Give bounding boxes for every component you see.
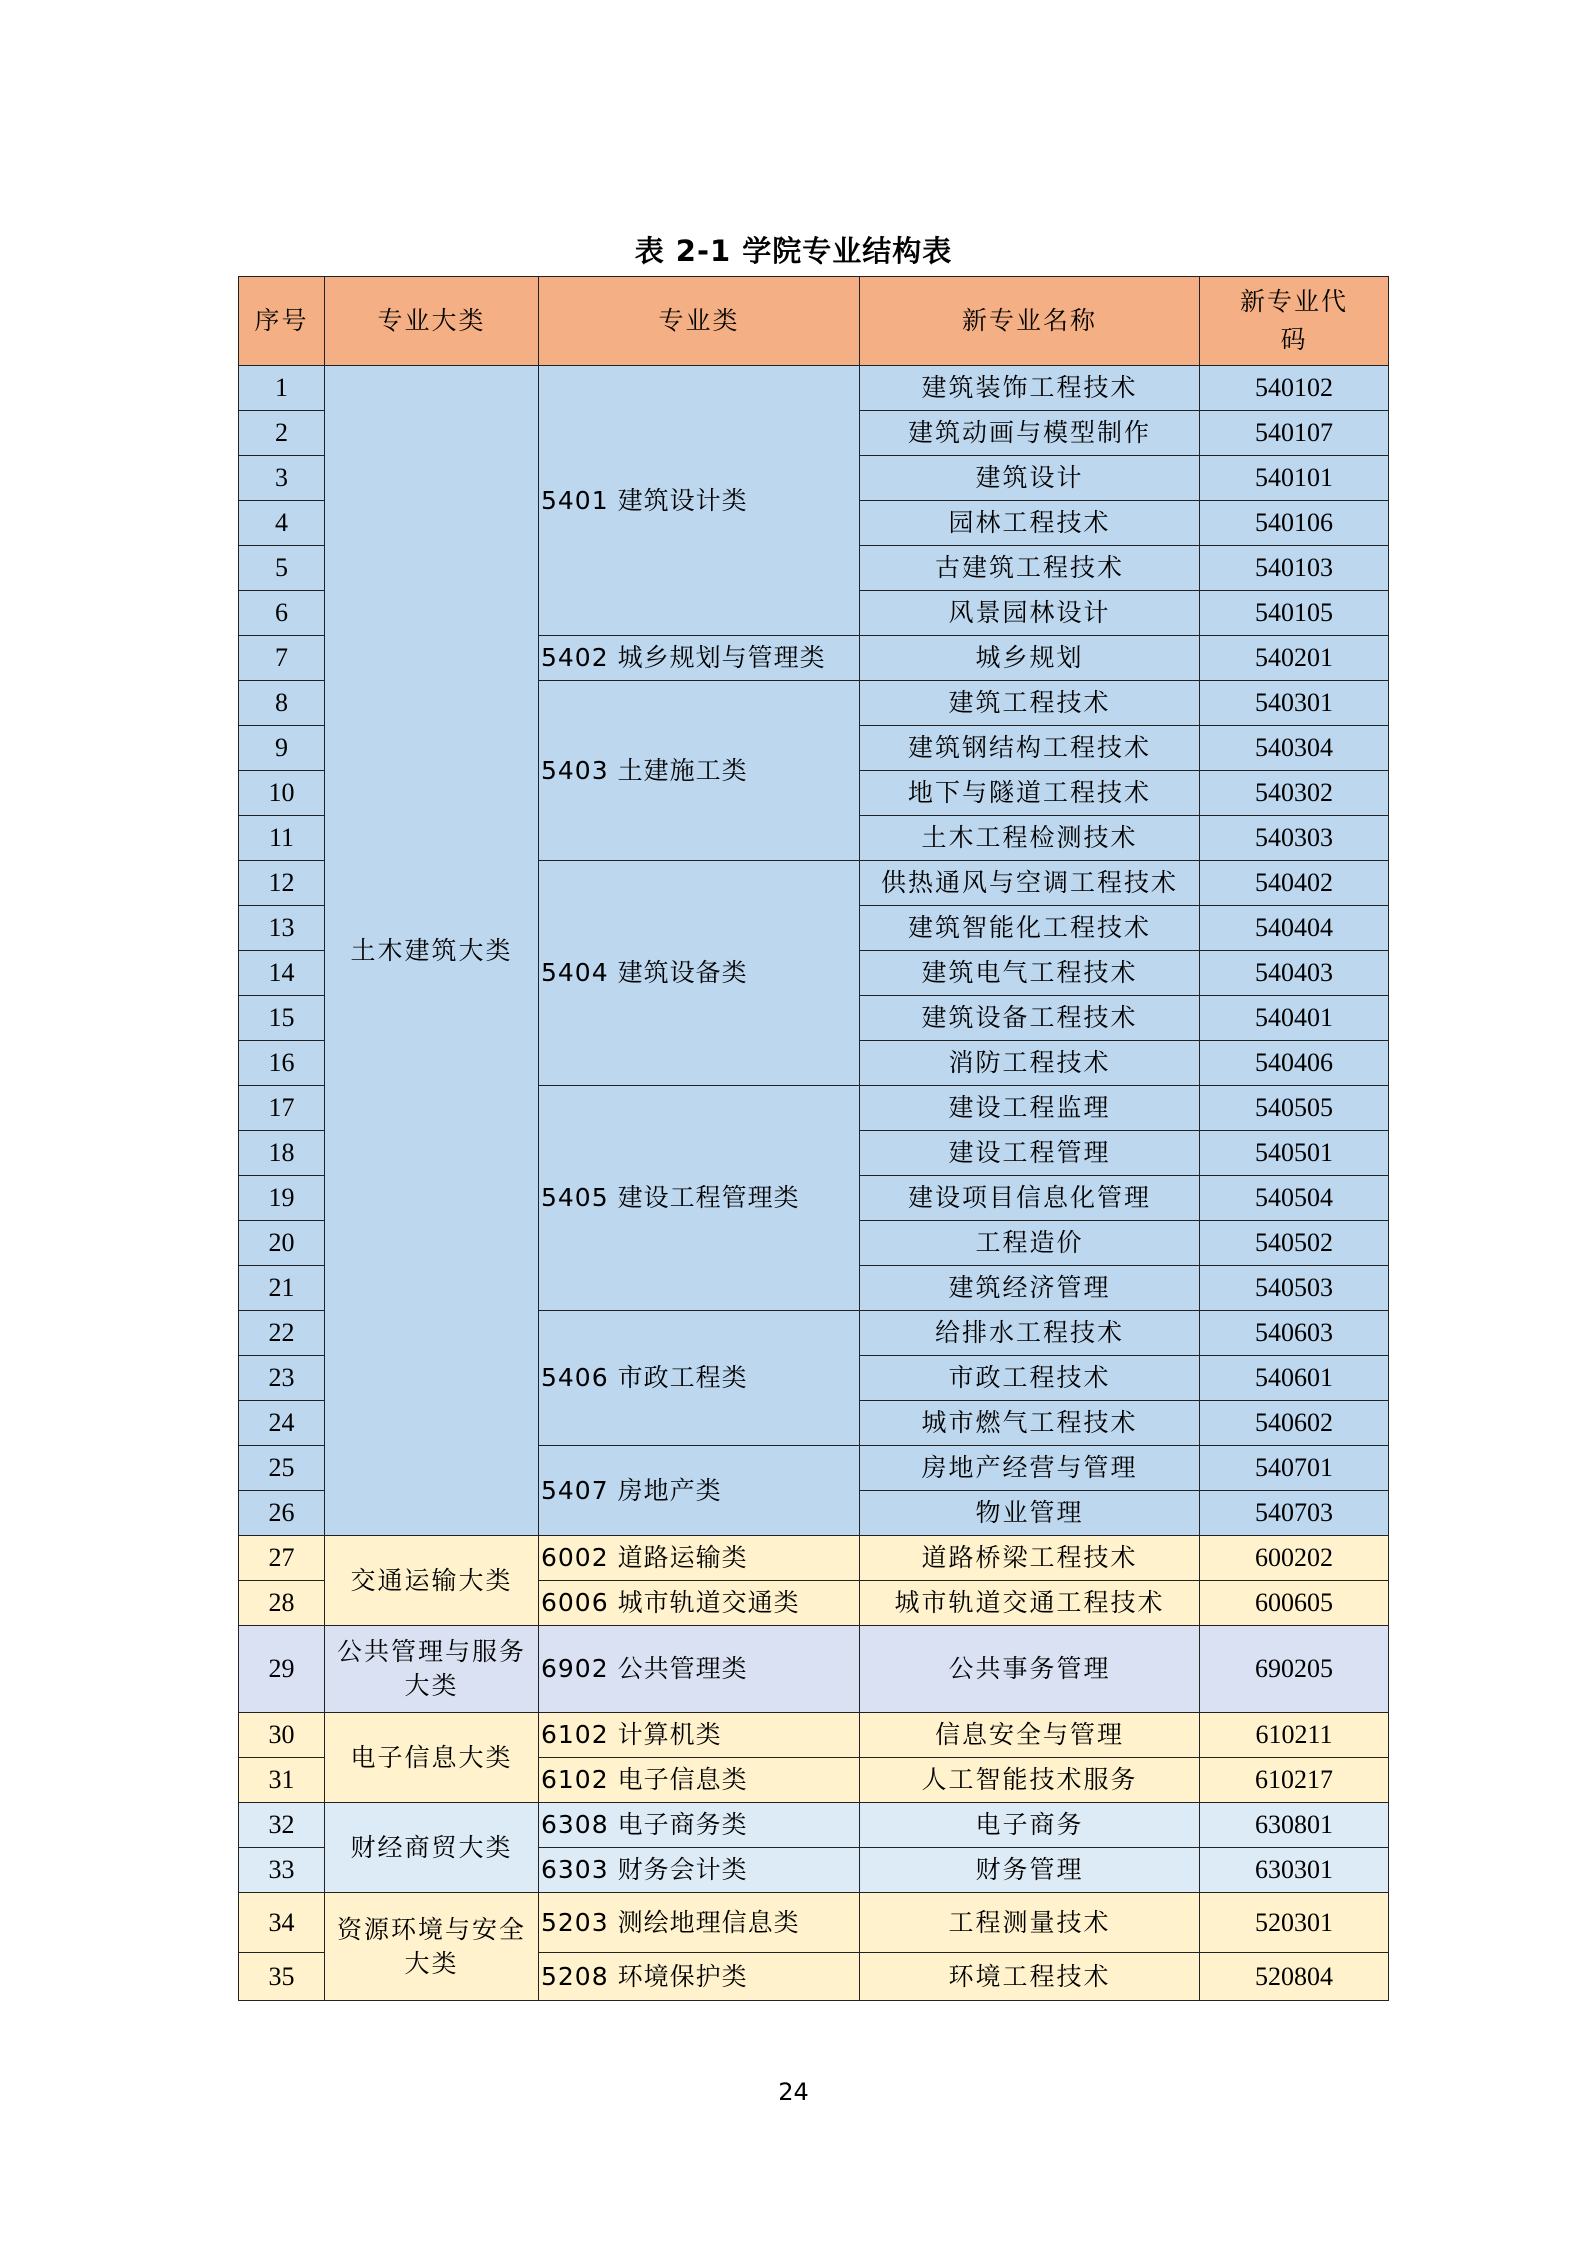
major-name-cell: 建筑动画与模型制作 xyxy=(860,411,1200,456)
major-code-cell: 690205 xyxy=(1200,1626,1389,1713)
index-cell: 11 xyxy=(239,816,325,861)
index-cell: 29 xyxy=(239,1626,325,1713)
major-name-cell: 地下与隧道工程技术 xyxy=(860,771,1200,816)
major-name-cell: 房地产经营与管理 xyxy=(860,1446,1200,1491)
major-code-cell: 520301 xyxy=(1200,1893,1389,1953)
index-cell: 5 xyxy=(239,546,325,591)
index-cell: 9 xyxy=(239,726,325,771)
major-code-cell: 540301 xyxy=(1200,681,1389,726)
table-row xyxy=(239,1713,1389,1758)
major-name-cell: 公共事务管理 xyxy=(860,1626,1200,1713)
major-name-cell: 建筑装饰工程技术 xyxy=(860,366,1200,411)
index-cell: 24 xyxy=(239,1401,325,1446)
major-name-cell: 电子商务 xyxy=(860,1803,1200,1848)
subcategory-cell: 6902 公共管理类 xyxy=(539,1626,860,1713)
major-code-cell: 540406 xyxy=(1200,1041,1389,1086)
subcategory-cell: 5203 测绘地理信息类 xyxy=(539,1893,860,1953)
major-name-cell: 财务管理 xyxy=(860,1848,1200,1893)
major-code-cell: 540101 xyxy=(1200,456,1389,501)
major-category-cell: 公共管理与服务大类 xyxy=(325,1626,539,1713)
major-code-cell: 540402 xyxy=(1200,861,1389,906)
major-name-cell: 建筑设计 xyxy=(860,456,1200,501)
major-category-cell: 财经商贸大类 xyxy=(325,1803,539,1893)
major-code-cell: 540601 xyxy=(1200,1356,1389,1401)
index-cell: 7 xyxy=(239,636,325,681)
index-cell: 23 xyxy=(239,1356,325,1401)
subcategory-cell: 6303 财务会计类 xyxy=(539,1848,860,1893)
subcategory-cell: 6002 道路运输类 xyxy=(539,1536,860,1581)
subcategory-cell: 5405 建设工程管理类 xyxy=(539,1086,860,1311)
index-cell: 3 xyxy=(239,456,325,501)
index-cell: 6 xyxy=(239,591,325,636)
major-category-cell: 资源环境与安全大类 xyxy=(325,1893,539,2001)
index-cell: 25 xyxy=(239,1446,325,1491)
subcategory-cell: 5407 房地产类 xyxy=(539,1446,860,1536)
major-code-cell: 540401 xyxy=(1200,996,1389,1041)
index-cell: 19 xyxy=(239,1176,325,1221)
major-code-cell: 600605 xyxy=(1200,1581,1389,1626)
major-code-cell: 540105 xyxy=(1200,591,1389,636)
subcategory-cell: 5401 建筑设计类 xyxy=(539,366,860,636)
major-code-cell: 540106 xyxy=(1200,501,1389,546)
major-name-cell: 工程造价 xyxy=(860,1221,1200,1266)
major-name-cell: 市政工程技术 xyxy=(860,1356,1200,1401)
index-cell: 2 xyxy=(239,411,325,456)
subcategory-cell: 5404 建筑设备类 xyxy=(539,861,860,1086)
major-name-cell: 建筑智能化工程技术 xyxy=(860,906,1200,951)
major-code-cell: 540201 xyxy=(1200,636,1389,681)
major-code-cell: 540404 xyxy=(1200,906,1389,951)
major-code-cell: 540503 xyxy=(1200,1266,1389,1311)
header-index: 序号 xyxy=(239,277,325,366)
major-name-cell: 建筑经济管理 xyxy=(860,1266,1200,1311)
major-category-cell: 交通运输大类 xyxy=(325,1536,539,1626)
index-cell: 33 xyxy=(239,1848,325,1893)
major-code-cell: 540602 xyxy=(1200,1401,1389,1446)
major-name-cell: 工程测量技术 xyxy=(860,1893,1200,1953)
subcategory-cell: 6102 电子信息类 xyxy=(539,1758,860,1803)
index-cell: 32 xyxy=(239,1803,325,1848)
major-code-cell: 540703 xyxy=(1200,1491,1389,1536)
subcategory-cell: 6102 计算机类 xyxy=(539,1713,860,1758)
index-cell: 20 xyxy=(239,1221,325,1266)
major-name-cell: 供热通风与空调工程技术 xyxy=(860,861,1200,906)
index-cell: 1 xyxy=(239,366,325,411)
major-name-cell: 给排水工程技术 xyxy=(860,1311,1200,1356)
index-cell: 15 xyxy=(239,996,325,1041)
major-code-cell: 540504 xyxy=(1200,1176,1389,1221)
major-code-cell: 540303 xyxy=(1200,816,1389,861)
major-name-cell: 道路桥梁工程技术 xyxy=(860,1536,1200,1581)
major-code-cell: 540502 xyxy=(1200,1221,1389,1266)
subcategory-cell: 5406 市政工程类 xyxy=(539,1311,860,1446)
index-cell: 27 xyxy=(239,1536,325,1581)
major-category-cell: 电子信息大类 xyxy=(325,1713,539,1803)
major-name-cell: 城市轨道交通工程技术 xyxy=(860,1581,1200,1626)
major-name-cell: 物业管理 xyxy=(860,1491,1200,1536)
header-row xyxy=(239,277,1389,366)
index-cell: 30 xyxy=(239,1713,325,1758)
header-subcategory: 专业类 xyxy=(539,277,860,366)
major-code-cell: 540603 xyxy=(1200,1311,1389,1356)
major-name-cell: 建筑钢结构工程技术 xyxy=(860,726,1200,771)
header-major-name: 新专业名称 xyxy=(860,277,1200,366)
table-row xyxy=(239,366,1389,411)
major-code-cell: 610211 xyxy=(1200,1713,1389,1758)
header-major-category: 专业大类 xyxy=(325,277,539,366)
major-code-cell: 540403 xyxy=(1200,951,1389,996)
major-name-cell: 古建筑工程技术 xyxy=(860,546,1200,591)
major-category-cell: 土木建筑大类 xyxy=(325,366,539,1536)
major-name-cell: 人工智能技术服务 xyxy=(860,1758,1200,1803)
table-row xyxy=(239,1893,1389,1953)
major-name-cell: 消防工程技术 xyxy=(860,1041,1200,1086)
major-code-cell: 540701 xyxy=(1200,1446,1389,1491)
major-code-cell: 520804 xyxy=(1200,1953,1389,2001)
table-row xyxy=(239,1803,1389,1848)
major-code-cell: 540107 xyxy=(1200,411,1389,456)
major-code-cell: 600202 xyxy=(1200,1536,1389,1581)
page-number: 24 xyxy=(778,2078,809,2106)
subcategory-cell: 5403 土建施工类 xyxy=(539,681,860,861)
index-cell: 8 xyxy=(239,681,325,726)
index-cell: 21 xyxy=(239,1266,325,1311)
major-code-cell: 540505 xyxy=(1200,1086,1389,1131)
major-name-cell: 园林工程技术 xyxy=(860,501,1200,546)
index-cell: 26 xyxy=(239,1491,325,1536)
index-cell: 28 xyxy=(239,1581,325,1626)
major-name-cell: 建筑设备工程技术 xyxy=(860,996,1200,1041)
major-name-cell: 环境工程技术 xyxy=(860,1953,1200,2001)
major-name-cell: 建设工程管理 xyxy=(860,1131,1200,1176)
index-cell: 18 xyxy=(239,1131,325,1176)
major-name-cell: 建筑工程技术 xyxy=(860,681,1200,726)
table-title: 表 2-1 学院专业结构表 xyxy=(634,234,953,268)
subcategory-cell: 6308 电子商务类 xyxy=(539,1803,860,1848)
major-name-cell: 建设工程监理 xyxy=(860,1086,1200,1131)
major-name-cell: 建筑电气工程技术 xyxy=(860,951,1200,996)
major-structure-table xyxy=(238,276,1389,2001)
major-code-cell: 630301 xyxy=(1200,1848,1389,1893)
major-name-cell: 信息安全与管理 xyxy=(860,1713,1200,1758)
index-cell: 10 xyxy=(239,771,325,816)
subcategory-cell: 5402 城乡规划与管理类 xyxy=(539,636,860,681)
index-cell: 34 xyxy=(239,1893,325,1953)
index-cell: 17 xyxy=(239,1086,325,1131)
major-name-cell: 风景园林设计 xyxy=(860,591,1200,636)
major-code-cell: 540304 xyxy=(1200,726,1389,771)
major-code-cell: 630801 xyxy=(1200,1803,1389,1848)
index-cell: 4 xyxy=(239,501,325,546)
major-name-cell: 城市燃气工程技术 xyxy=(860,1401,1200,1446)
header-code: 新专业代码 xyxy=(1200,277,1389,366)
major-code-cell: 540302 xyxy=(1200,771,1389,816)
table-row xyxy=(239,1626,1389,1713)
major-code-cell: 540102 xyxy=(1200,366,1389,411)
index-cell: 35 xyxy=(239,1953,325,2001)
index-cell: 16 xyxy=(239,1041,325,1086)
index-cell: 13 xyxy=(239,906,325,951)
major-name-cell: 城乡规划 xyxy=(860,636,1200,681)
subcategory-cell: 6006 城市轨道交通类 xyxy=(539,1581,860,1626)
major-code-cell: 540103 xyxy=(1200,546,1389,591)
index-cell: 22 xyxy=(239,1311,325,1356)
index-cell: 14 xyxy=(239,951,325,996)
major-name-cell: 建设项目信息化管理 xyxy=(860,1176,1200,1221)
index-cell: 12 xyxy=(239,861,325,906)
table-row xyxy=(239,1536,1389,1581)
major-code-cell: 540501 xyxy=(1200,1131,1389,1176)
index-cell: 31 xyxy=(239,1758,325,1803)
major-name-cell: 土木工程检测技术 xyxy=(860,816,1200,861)
major-code-cell: 610217 xyxy=(1200,1758,1389,1803)
subcategory-cell: 5208 环境保护类 xyxy=(539,1953,860,2001)
